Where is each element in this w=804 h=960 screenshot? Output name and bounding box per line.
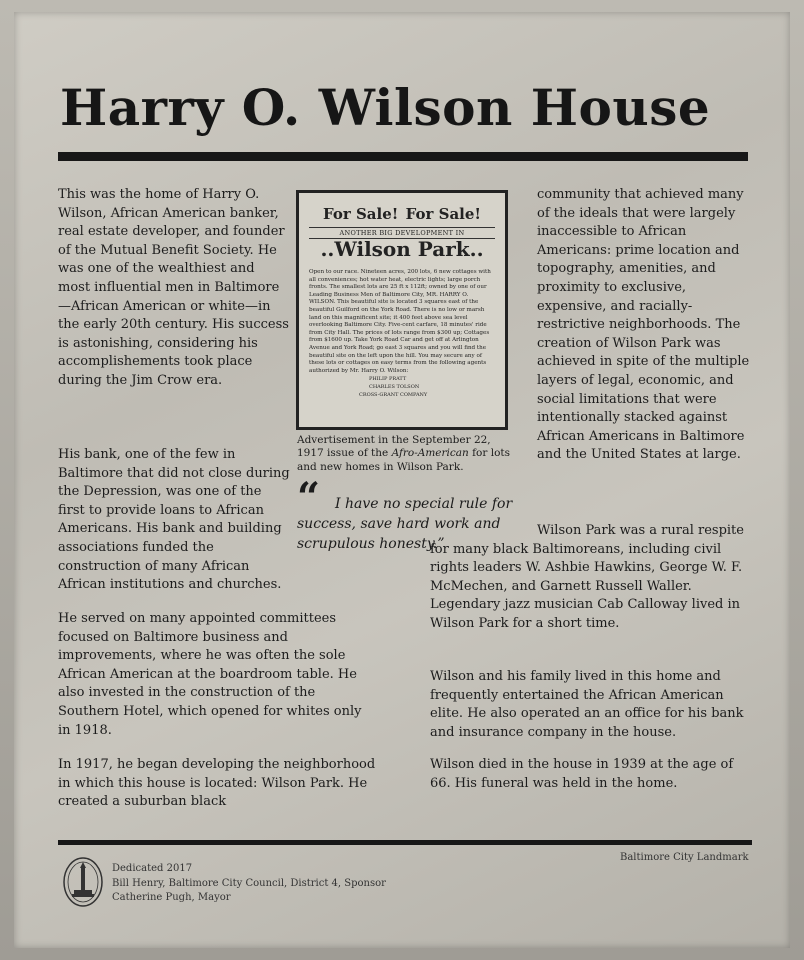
ad-agent: PHILIP PRATT (369, 376, 407, 382)
ad-for-sale-left: For Sale! (323, 205, 399, 223)
ad-agent: CHARLES TOLSON (369, 384, 420, 390)
baltimore-city-seal-icon (62, 856, 104, 908)
paragraph-intro: This was the home of Harry O. Wilson, African American banker, real estate developer, and founder of the Mutual Benefit Society. He was one of the wealthiest and most influential men in Baltimore —African American or white—in the early 20th century. His success is astonishing, considering his accomplishements took place during the Jim Crow era. (58, 187, 289, 388)
ad-agent: CROSS-GRANT COMPANY (359, 392, 428, 398)
dedication-sponsor: Bill Henry, Baltimore City Council, District 4, Sponsor (112, 877, 386, 889)
advertisement-caption: Advertisement in the September 22, 1917 issue of the Afro-American for lots and new homes in Wilson Park. (297, 434, 511, 473)
title-rule (58, 152, 748, 161)
plaque-title: Harry O. Wilson House (60, 78, 711, 137)
ad-park-name: ..Wilson Park.. (320, 237, 484, 261)
newspaper-advertisement (296, 190, 508, 430)
ad-body-text: Open to our race. Nineteen acres, 200 lots, 6 new cottages with all conveniences; hot water heat, electric lights; large porch fronts. The smallest lots are 25 ft x 112ft; owned by one of our Leading Business Men of Baltimore City, MR. HARRY O. WILSON. This beautiful site is located 3 squares east of the beautiful Guilford on the York Road. There is no low or marsh land on this magnificent site; it 400 feet above sea level overlooking Baltimore City. Five-cent carfare, 18 minutes' ride from City Hall. The prices of lots range from $300 up; Cottages from $1600 up. Take York Road Car and get off at Arlington Avenue and York Road; go east 3 squares and you will find the beautiful site on the left upon the hill. You may secure any of these lots or cottages on easy terms from the following agents authorized by Mr. Harry O. Wilson: (309, 269, 491, 374)
ad-subheading: ANOTHER BIG DEVELOPMENT IN (309, 227, 495, 239)
paragraph-committees: He served on many appointed committees focused on Baltimore business and improvements, where he was often the sole African American at the boardroom table. He also invested in the construction of the Southern Hotel, which opened for whites only in 1918. (58, 611, 362, 738)
paragraph-bank: His bank, one of the few in Baltimore that did not close during the Depression, was one of the first to provide loans to African Americans. His bank and building associations funded the construction of many African African institutions and churches. (58, 447, 290, 593)
landmark-label: Baltimore City Landmark (620, 852, 749, 863)
ad-for-sale-right: For Sale! (405, 205, 481, 223)
wilson-quote: I have no special rule for success, save hard work and scrupulous honesty.” (297, 496, 513, 552)
paragraph-family: Wilson and his family lived in this home and frequently entertained the African American elite. He also operated an an office for his bank and insurance company in the house. (430, 669, 744, 740)
quote-mark-icon: “ (297, 474, 321, 521)
dedication-block (112, 862, 386, 906)
paragraph-development: In 1917, he began developing the neighborhood in which this house is located: Wilson Park. He created a suburban black (58, 757, 376, 810)
paragraph-wilson-park: Wilson Park was a rural respite for many black Baltimoreans, including civil rights leaders W. Ashbie Hawkins, George W. F. McMechen, and Garnett Russell Waller. Legendary jazz musician Cab Calloway lived in Wilson Park for a short time. (430, 523, 744, 631)
ad-agents (329, 375, 495, 399)
dedication-year: Dedicated 2017 (112, 863, 193, 874)
paragraph-community: community that achieved many of the ideals that were largely inaccessible to African Americans: prime location and topography, amenities, and proximity to exclusive, expensive, and racially-restrictive neighborhoods. The creation of Wilson Park was achieved in spite of the multiple layers of legal, economic, and social limitations that were intentionally stacked against African Americans in Baltimore and the United States at large. (537, 187, 750, 463)
paragraph-death: Wilson died in the house in 1939 at the age of 66. His funeral was held in the home. (430, 757, 734, 791)
dedication-mayor: Catherine Pugh, Mayor (112, 892, 231, 903)
footer-rule (58, 840, 752, 845)
